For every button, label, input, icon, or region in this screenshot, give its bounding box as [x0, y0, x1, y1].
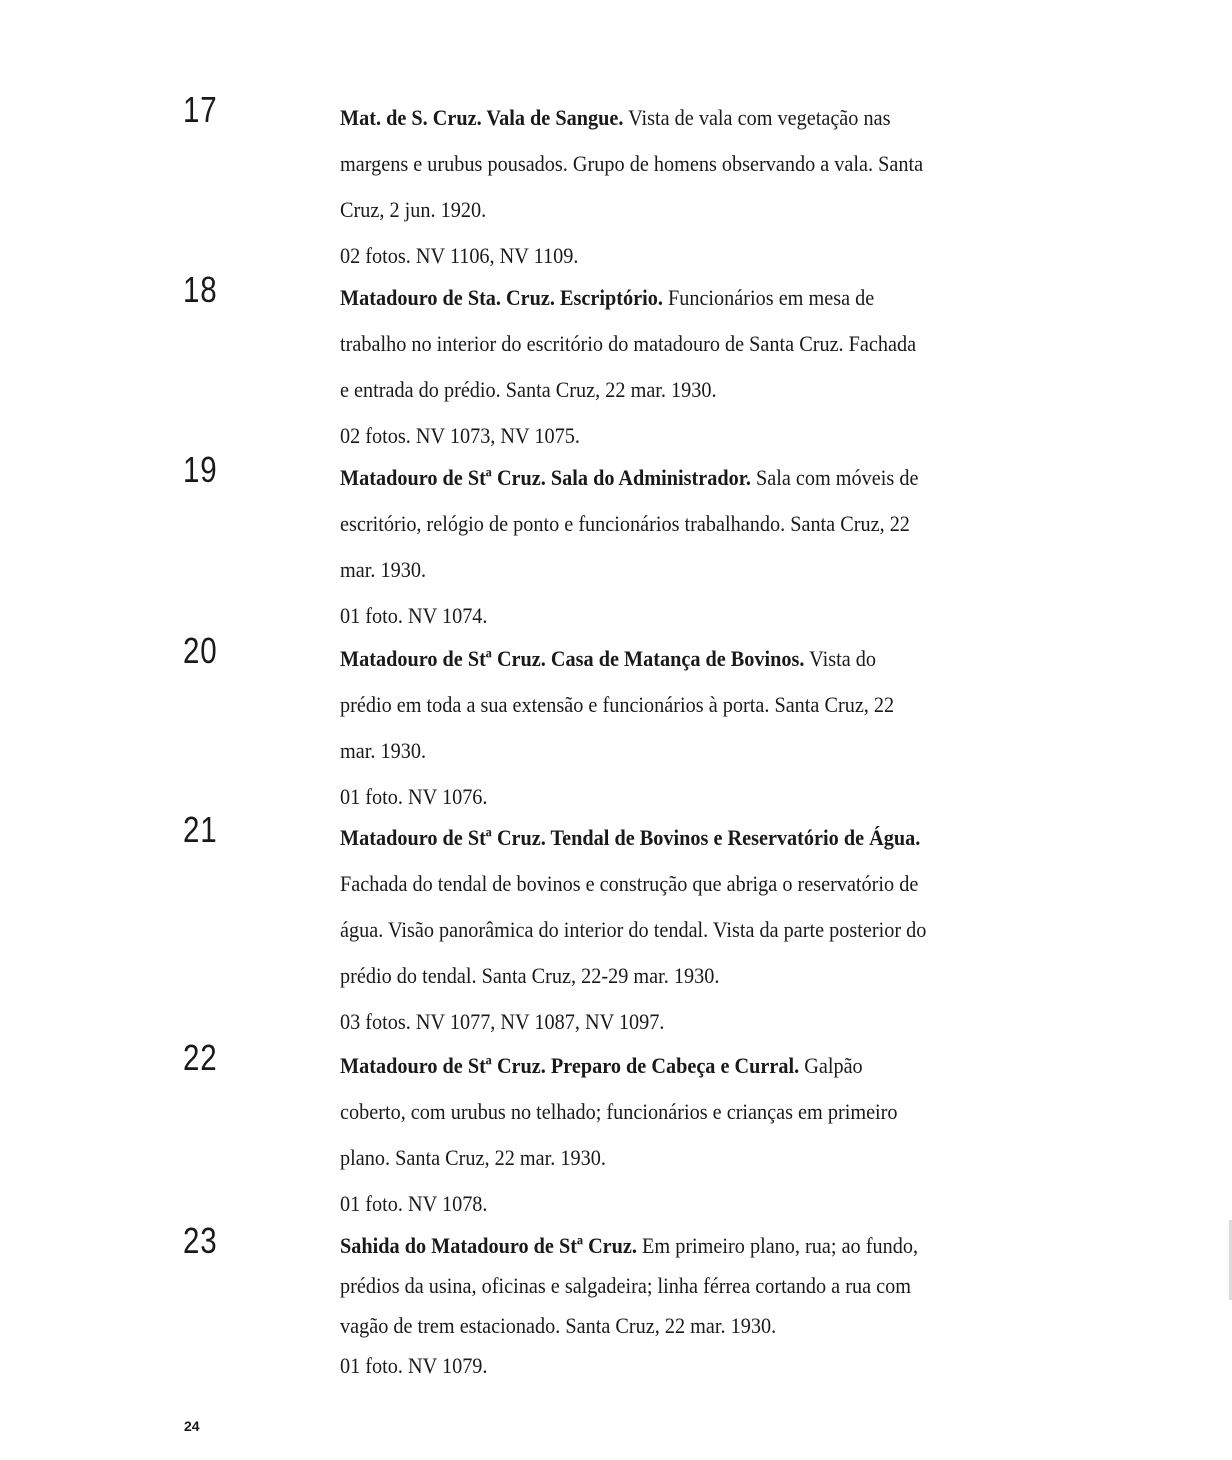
entry-photos: 01 foto. NV 1076. — [340, 784, 488, 809]
entry-description: Em primeiro plano, rua; ao fundo, prédios da usina, oficinas e salgadeira; linha férrea cortando a rua com vagão de trem estacionado. Santa Cruz, 22 mar. 1930. — [340, 1233, 919, 1338]
entry-photos: 01 foto. NV 1079. — [340, 1353, 488, 1378]
entry-title: Matadouro de Sta. Cruz. Escriptório. — [340, 285, 663, 310]
entry-photos: 02 fotos. NV 1073, NV 1075. — [340, 423, 580, 448]
entry-text — [340, 815, 929, 1045]
entry-description: Vista do prédio em toda a sua extensão e funcionários à porta. Santa Cruz, 22 mar. 1930. — [340, 646, 895, 763]
entry-photos: 02 fotos. NV 1106, NV 1109. — [340, 243, 579, 268]
page-number: 24 — [184, 1418, 200, 1434]
entry-description: Fachada do tendal de bovinos e construção que abriga o reservatório de água. Visão panorâmica do interior do tendal. Vista da parte posterior do prédio do tendal. Santa Cruz, 22-29 mar. 1930. — [340, 871, 927, 988]
entry-photos: 01 foto. NV 1078. — [340, 1191, 488, 1216]
entry-title: Matadouro de Stª Cruz. Sala do Administrador. — [340, 465, 751, 490]
entry-title: Mat. de S. Cruz. Vala de Sangue. — [340, 105, 624, 130]
entry-title: Matadouro de Stª Cruz. Casa de Matança de Bovinos. — [340, 646, 805, 671]
entry-title: Sahida do Matadouro de Stª Cruz. — [340, 1233, 637, 1258]
entry-number: 17 — [183, 89, 218, 130]
entry-photos: 01 foto. NV 1074. — [340, 603, 488, 628]
entry-text — [340, 1043, 929, 1227]
entry-text — [340, 1226, 929, 1386]
entry-number: 18 — [183, 269, 218, 310]
entry-text — [340, 275, 929, 459]
entry-number: 19 — [183, 449, 218, 490]
entry-number: 23 — [183, 1220, 218, 1261]
entry-title: Matadouro de Stª Cruz. Tendal de Bovinos e Reservatório de Água. — [340, 825, 921, 850]
entry-text — [340, 455, 929, 639]
entry-description: Sala com móveis de escritório, relógio de ponto e funcionários trabalhando. Santa Cruz, 22 mar. 1930. — [340, 465, 919, 582]
entry-title: Matadouro de Stª Cruz. Preparo de Cabeça e Curral. — [340, 1053, 800, 1078]
entry-number: 22 — [183, 1037, 218, 1078]
entry-description: Funcionários em mesa de trabalho no interior do escritório do matadouro de Santa Cruz. Fachada e entrada do prédio. Santa Cruz, 22 mar. 1930. — [340, 285, 917, 402]
entry-number: 21 — [183, 809, 218, 850]
entry-photos: 03 fotos. NV 1077, NV 1087, NV 1097. — [340, 1009, 665, 1034]
entry-number: 20 — [183, 630, 218, 671]
entry-description: Vista de vala com vegetação nas margens e urubus pousados. Grupo de homens observando a vala. Santa Cruz, 2 jun. 1920. — [340, 105, 924, 222]
entry-description: Galpão coberto, com urubus no telhado; funcionários e crianças em primeiro plano. Santa Cruz, 22 mar. 1930. — [340, 1053, 898, 1170]
entry-text — [340, 95, 929, 279]
entry-text — [340, 636, 929, 820]
